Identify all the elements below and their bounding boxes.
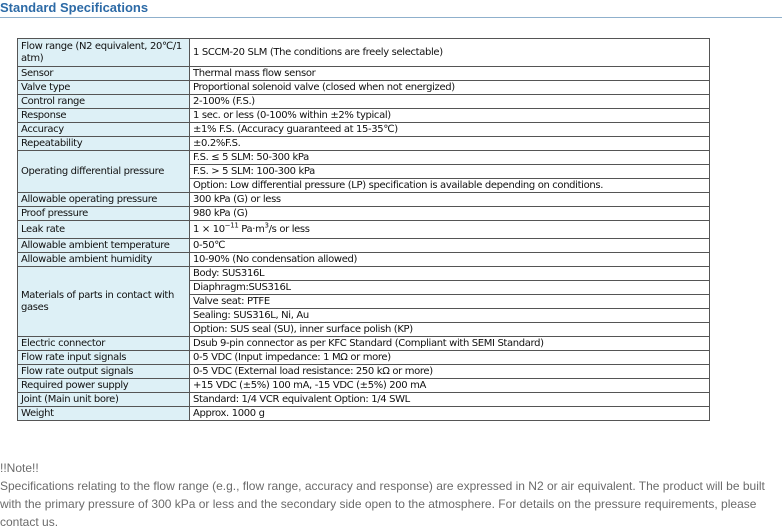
spec-row-joint bbox=[18, 393, 710, 407]
spec-value: Valve seat: PTFE bbox=[190, 295, 710, 309]
spec-label: Control range bbox=[18, 95, 190, 109]
spec-value: 0-50℃ bbox=[190, 239, 710, 253]
leak-rate-prefix: 1 × 10 bbox=[193, 223, 225, 235]
spec-row-sensor bbox=[18, 67, 710, 81]
spec-label: Response bbox=[18, 109, 190, 123]
spec-value: +15 VDC (±5%) 100 mA, -15 VDC (±5%) 200 mA bbox=[190, 379, 710, 393]
leak-rate-suffix: /s or less bbox=[268, 223, 310, 235]
spec-row-materials bbox=[18, 267, 710, 281]
spec-value: 2-100% (F.S.) bbox=[190, 95, 710, 109]
spec-label: Repeatability bbox=[18, 137, 190, 151]
spec-label: Flow rate output signals bbox=[18, 365, 190, 379]
note-body: Specifications relating to the flow range (e.g., flow range, accuracy and response) are expressed in N2 or air equivalent. The product will be built with the primary pressure of 300 kPa or less and the secondary side open to the atmosphere. For details on the pressure requirements, please contact us. bbox=[0, 479, 765, 529]
spec-value: Standard: 1/4 VCR equivalent Option: 1/4 SWL bbox=[190, 393, 710, 407]
spec-value: Proportional solenoid valve (closed when not energized) bbox=[190, 81, 710, 95]
spec-row-repeatability bbox=[18, 137, 710, 151]
spec-label: Valve type bbox=[18, 81, 190, 95]
spec-label: Flow range (N2 equivalent, 20℃/1 atm) bbox=[18, 39, 190, 67]
note-section bbox=[0, 459, 782, 531]
spec-row-allowable-pressure bbox=[18, 193, 710, 207]
spec-value: Body: SUS316L bbox=[190, 267, 710, 281]
spec-value: 0-5 VDC (External load resistance: 250 kΩ or more) bbox=[190, 365, 710, 379]
spec-value: Diaphragm:SUS316L bbox=[190, 281, 710, 295]
spec-value: ±0.2%F.S. bbox=[190, 137, 710, 151]
spec-label: Materials of parts in contact with gases bbox=[18, 267, 190, 337]
spec-value: 300 kPa (G) or less bbox=[190, 193, 710, 207]
spec-value-leak-rate bbox=[190, 221, 710, 239]
spec-value: 10-90% (No condensation allowed) bbox=[190, 253, 710, 267]
spec-row-input-signals bbox=[18, 351, 710, 365]
spec-row-proof-pressure bbox=[18, 207, 710, 221]
note-title: !!Note!! bbox=[0, 461, 39, 475]
heading-underline bbox=[0, 17, 782, 18]
spec-value: 0-5 VDC (Input impedance: 1 MΩ or more) bbox=[190, 351, 710, 365]
spec-row-output-signals bbox=[18, 365, 710, 379]
spec-value: Dsub 9-pin connector as per KFC Standard (Compliant with SEMI Standard) bbox=[190, 337, 710, 351]
section-heading: Standard Specifications bbox=[0, 0, 149, 15]
spec-row-electric-connector bbox=[18, 337, 710, 351]
spec-label: Proof pressure bbox=[18, 207, 190, 221]
spec-value: 980 kPa (G) bbox=[190, 207, 710, 221]
spec-row-weight bbox=[18, 407, 710, 421]
spec-row-control-range bbox=[18, 95, 710, 109]
spec-row-leak-rate bbox=[18, 221, 710, 239]
spec-label: Joint (Main unit bore) bbox=[18, 393, 190, 407]
spec-label: Operating differential pressure bbox=[18, 151, 190, 193]
spec-row-response bbox=[18, 109, 710, 123]
spec-label: Accuracy bbox=[18, 123, 190, 137]
spec-value: Option: Low differential pressure (LP) specification is available depending on conditions. bbox=[190, 179, 710, 193]
leak-rate-exponent: −11 bbox=[224, 221, 239, 230]
spec-label: Required power supply bbox=[18, 379, 190, 393]
spec-value: 1 sec. or less (0-100% within ±2% typical) bbox=[190, 109, 710, 123]
spec-label: Sensor bbox=[18, 67, 190, 81]
spec-label: Leak rate bbox=[18, 221, 190, 239]
spec-label: Allowable ambient temperature bbox=[18, 239, 190, 253]
specifications-table bbox=[17, 38, 710, 421]
spec-label: Electric connector bbox=[18, 337, 190, 351]
spec-row-accuracy bbox=[18, 123, 710, 137]
spec-row-operating-differential bbox=[18, 151, 710, 165]
spec-row-flow-range bbox=[18, 39, 710, 67]
spec-row-power-supply bbox=[18, 379, 710, 393]
spec-value: Thermal mass flow sensor bbox=[190, 67, 710, 81]
spec-value: F.S. > 5 SLM: 100-300 kPa bbox=[190, 165, 710, 179]
leak-rate-unit-exponent: 3 bbox=[264, 221, 269, 230]
spec-row-ambient-temperature bbox=[18, 239, 710, 253]
spec-value: Approx. 1000 g bbox=[190, 407, 710, 421]
leak-rate-unit: Pa·m bbox=[238, 223, 265, 235]
spec-value: Sealing: SUS316L, Ni, Au bbox=[190, 309, 710, 323]
spec-value: 1 SCCM-20 SLM (The conditions are freely selectable) bbox=[190, 39, 710, 67]
spec-row-valve-type bbox=[18, 81, 710, 95]
spec-value: F.S. ≤ 5 SLM: 50-300 kPa bbox=[190, 151, 710, 165]
spec-label: Weight bbox=[18, 407, 190, 421]
spec-label: Allowable ambient humidity bbox=[18, 253, 190, 267]
spec-value: Option: SUS seal (SU), inner surface polish (KP) bbox=[190, 323, 710, 337]
spec-row-ambient-humidity bbox=[18, 253, 710, 267]
spec-label: Allowable operating pressure bbox=[18, 193, 190, 207]
spec-label: Flow rate input signals bbox=[18, 351, 190, 365]
spec-value: ±1% F.S. (Accuracy guaranteed at 15-35℃) bbox=[190, 123, 710, 137]
